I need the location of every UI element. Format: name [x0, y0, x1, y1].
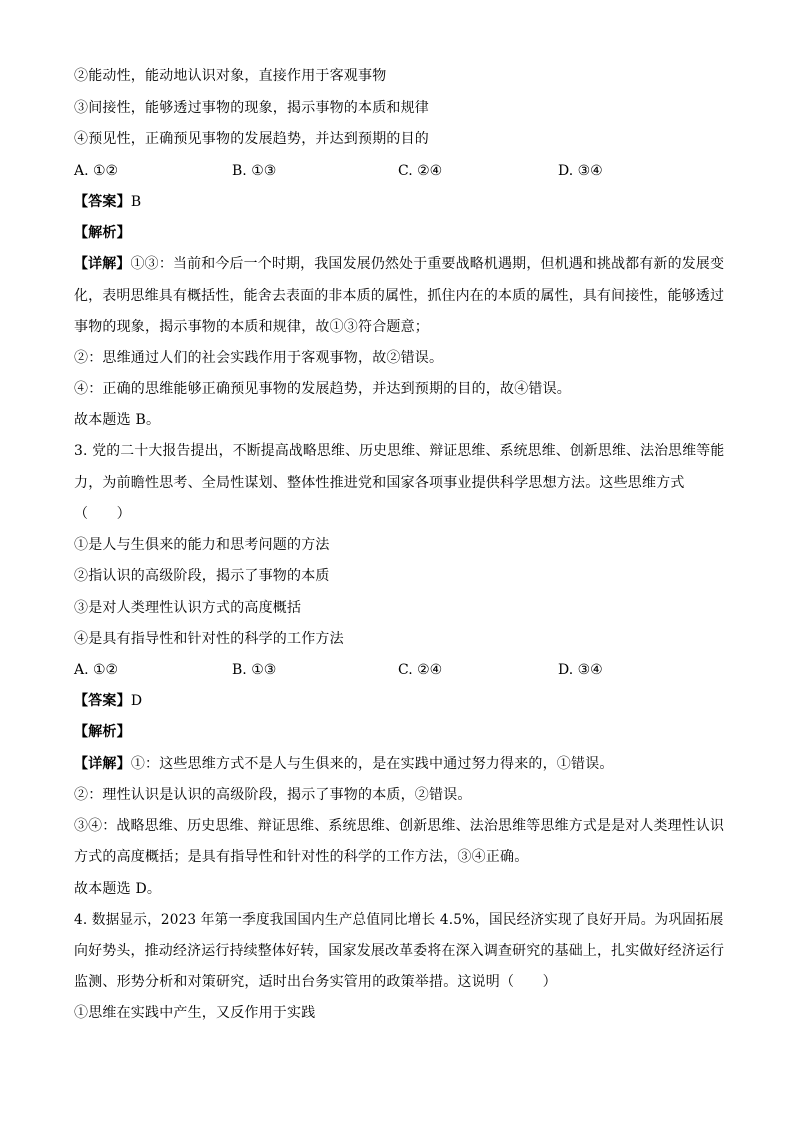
- detail-text: ①：这些思维方式不是人与生俱来的，是在实践中通过努力得来的，①错误。: [130, 756, 614, 772]
- q2-option-b: B. ①③: [232, 163, 277, 179]
- q3-option-c: C. ②④: [398, 662, 443, 678]
- detail-tag: 【详解】: [74, 756, 131, 772]
- q2-note-1: ②：思维通过人们的社会实践作用于客观事物，故②错误。: [74, 350, 444, 366]
- q3-detail-line-1: [74, 755, 724, 773]
- q3-note-2: ③④：战略思维、历史思维、辩证思维、系统思维、创新思维、法治思维等思维方式是是对人类理性认识: [74, 818, 725, 834]
- q2-item-4: ④预见性，正确预见事物的发展趋势，并达到预期的目的: [74, 131, 429, 147]
- q4-item-1: ①思维在实践中产生，又反作用于实践: [74, 1005, 316, 1021]
- q3-note-1: ②：理性认识是认识的高级阶段，揭示了事物的本质，②错误。: [74, 787, 472, 803]
- answer-value: B: [130, 194, 142, 210]
- q3-item-1: ①是人与生俱来的能力和思考问题的方法: [74, 537, 330, 553]
- q2-note-2: ④：正确的思维能够正确预见事物的发展趋势，并达到预期的目的，故④错误。: [74, 381, 571, 397]
- detail-text: ①③：当前和今后一个时期，我国发展仍然处于重要战略机遇期，但机遇和挑战都有新的发展变: [130, 256, 725, 272]
- detail-tag: 【详解】: [74, 256, 131, 272]
- q4-stem-line-1: 4. 数据显示，2023 年第一季度我国国内生产总值同比增长 4.5%，国民经济实现了良好开局。为巩固拓展: [74, 912, 724, 928]
- q3-stem-line-2: 力，为前瞻性思考、全局性谋划、整体性推进党和国家各项事业提供科学思想方法。这些思维方式: [74, 475, 685, 491]
- answer-value: D: [130, 693, 143, 709]
- q2-option-a: A. ①②: [74, 163, 119, 179]
- q3-conclusion: 故本题选 D。: [74, 881, 162, 897]
- q3-stem-line-1: 3. 党的二十大报告提出，不断提高战略思维、历史思维、辩证思维、系统思维、创新思维、法治思维等能: [74, 443, 725, 459]
- q3-stem-blank: （ ）: [74, 506, 131, 522]
- q2-item-3: ③间接性，能够透过事物的现象，揭示事物的本质和规律: [74, 100, 429, 116]
- q4-stem-line-2: 向好势头，推动经济运行持续整体好转，国家发展改革委将在深入调查研究的基础上，扎实做好经济运行: [74, 943, 725, 959]
- q3-item-4: ④是具有指导性和针对性的科学的工作方法: [74, 631, 344, 647]
- q2-conclusion: 故本题选 B。: [74, 412, 161, 428]
- q2-answer: [74, 193, 724, 211]
- q3-analysis-tag: 【解析】: [74, 724, 131, 740]
- answer-tag: 【答案】: [74, 194, 131, 210]
- q2-option-c: C. ②④: [398, 163, 443, 179]
- q2-analysis-tag: 【解析】: [74, 225, 131, 241]
- q4-stem-line-3: 监测、形势分析和对策研究，适时出台务实管用的政策举措。这说明（ ）: [74, 974, 557, 990]
- q3-note-3: 方式的高度概括；是具有指导性和针对性的科学的工作方法，③④正确。: [74, 849, 529, 865]
- q3-option-a: A. ①②: [74, 662, 119, 678]
- q3-item-3: ③是对人类理性认识方式的高度概括: [74, 600, 302, 616]
- q2-item-2: ②能动性，能动地认识对象，直接作用于客观事物: [74, 68, 387, 84]
- q2-detail-line-2: 化，表明思维具有概括性，能舍去表面的非本质的属性，抓住内在的本质的属性，具有间接性，能够透过: [74, 288, 725, 304]
- q2-detail-line-3: 事物的现象，揭示事物的本质和规律，故①③符合题意；: [74, 319, 429, 335]
- q3-item-2: ②指认识的高级阶段，揭示了事物的本质: [74, 568, 330, 584]
- q2-detail-line-1: [74, 255, 725, 273]
- q2-option-d: D. ③④: [558, 163, 603, 179]
- q3-answer: [74, 692, 724, 710]
- answer-tag: 【答案】: [74, 693, 131, 709]
- q3-option-d: D. ③④: [558, 662, 603, 678]
- q3-option-b: B. ①③: [232, 662, 277, 678]
